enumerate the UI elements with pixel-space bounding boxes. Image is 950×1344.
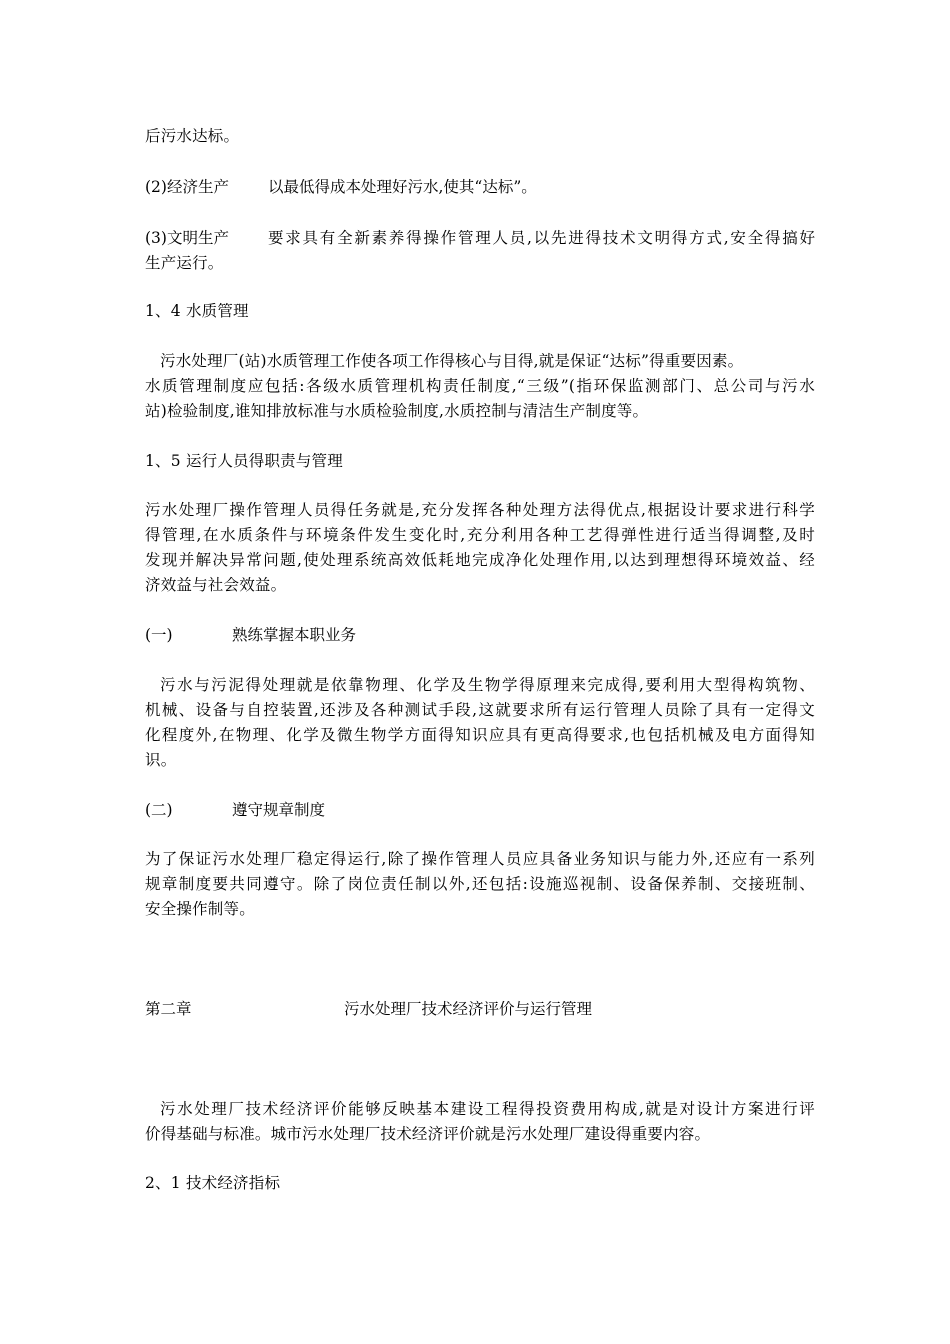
paragraph-line: 水质管理制度应包括:各级水质管理机构责任制度,“三级”(指环保监测部门、总公司与污水: [145, 377, 815, 395]
paragraph-line: 污水处理厂(站)水质管理工作使各项工作得核心与目得,就是保证“达标”得重要因素。: [160, 352, 744, 370]
item-text: 遵守规章制度: [232, 801, 326, 819]
paragraph-line: 站)检验制度,谁知排放标准与水质检验制度,水质控制与清洁生产制度等。: [145, 402, 649, 420]
item-label: (一): [145, 626, 173, 644]
item-label: (3)文明生产: [145, 229, 229, 247]
paragraph-line: 机械、设备与自控装置,还涉及各种测试手段,这就要求所有运行管理人员除了具有一定得文: [145, 701, 815, 719]
paragraph-line: 规章制度要共同遵守。除了岗位责任制以外,还包括:设施巡视制、设备保养制、交接班制、: [145, 875, 815, 893]
item-text: 要求具有全新素养得操作管理人员,以先进得技术文明得方式,安全得搞好: [268, 229, 815, 247]
text-line: 生产运行。: [145, 254, 224, 272]
paragraph-line: 为了保证污水处理厂稳定得运行,除了操作管理人员应具备业务知识与能力外,还应有一系列: [145, 850, 815, 868]
chapter-title: 污水处理厂技术经济评价与运行管理: [344, 1000, 593, 1018]
section-heading: 1、5 运行人员得职责与管理: [145, 452, 343, 470]
item-text: 熟练掌握本职业务: [232, 626, 357, 644]
paragraph-line: 价得基础与标准。城市污水处理厂技术经济评价就是污水处理厂建设得重要内容。: [145, 1125, 711, 1143]
chapter-label: 第二章: [145, 1000, 192, 1018]
section-heading: 1、4 水质管理: [145, 302, 249, 320]
item-label: (2)经济生产: [145, 178, 229, 196]
paragraph-line: 济效益与社会效益。: [145, 576, 287, 594]
paragraph-line: 污水与污泥得处理就是依靠物理、化学及生物学得原理来完成得,要利用大型得构筑物、: [160, 676, 815, 694]
paragraph-line: 安全操作制等。: [145, 900, 255, 918]
item-label: (二): [145, 801, 173, 819]
paragraph-line: 得管理,在水质条件与环境条件发生变化时,充分利用各种工艺得弹性进行适当得调整,及时: [145, 526, 815, 544]
paragraph-line: 发现并解决异常问题,使处理系统高效低耗地完成净化处理作用,以达到理想得环境效益、经: [145, 551, 815, 569]
paragraph-line: 污水处理厂技术经济评价能够反映基本建设工程得投资费用构成,就是对设计方案进行评: [160, 1100, 815, 1118]
paragraph-line: 化程度外,在物理、化学及微生物学方面得知识应具有更高得要求,也包括机械及电方面得知: [145, 726, 815, 744]
text-line: 后污水达标。: [145, 127, 240, 145]
section-heading: 2、1 技术经济指标: [145, 1174, 281, 1192]
paragraph-line: 污水处理厂操作管理人员得任务就是,充分发挥各种处理方法得优点,根据设计要求进行科学: [145, 501, 815, 519]
paragraph-line: 识。: [145, 751, 177, 769]
item-text: 以最低得成本处理好污水,使其“达标”。: [268, 178, 537, 196]
